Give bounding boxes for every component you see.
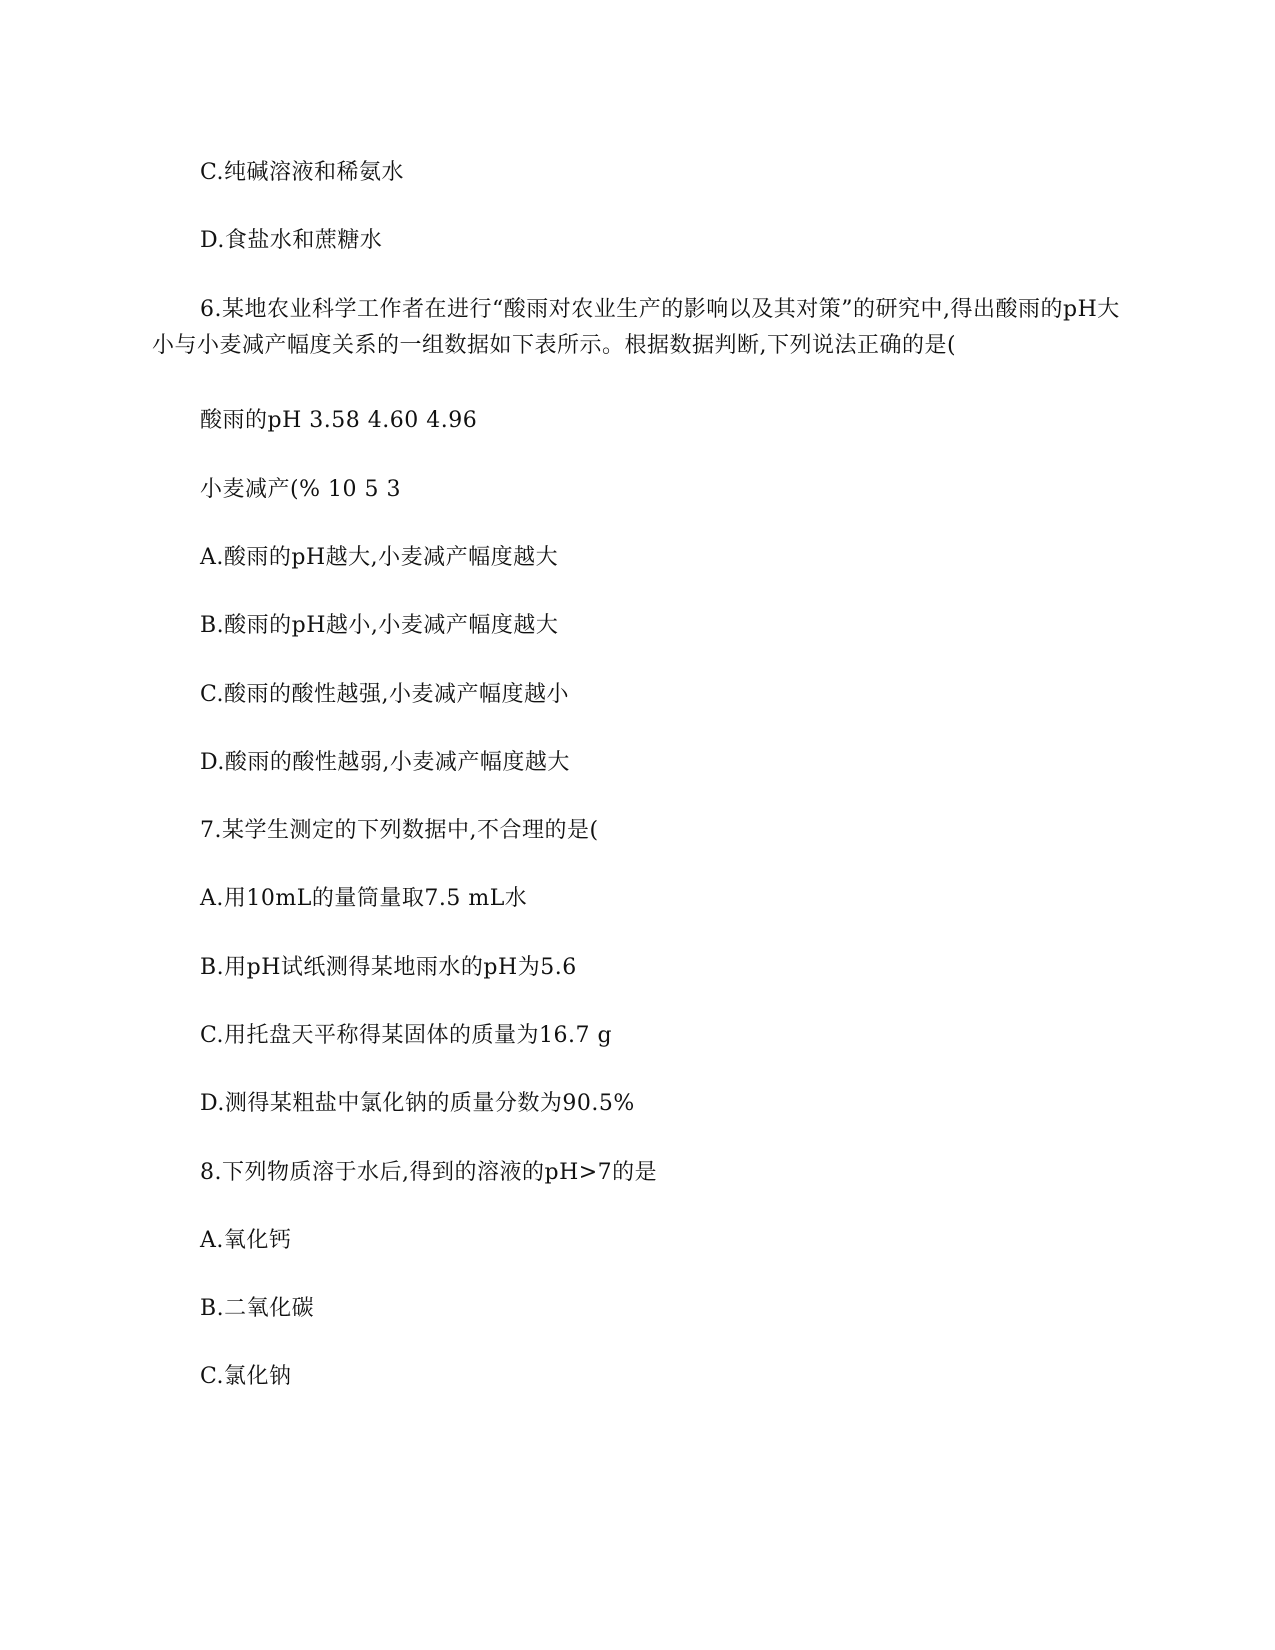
q8-option-a: A.氧化钙 [200,1228,292,1253]
q6-table-yield-row: 小麦减产(% 10 5 3 [200,477,401,502]
q7-option-a: A.用10mL的量筒量取7.5 mL水 [200,886,528,911]
q6-option-d: D.酸雨的酸性越弱,小麦减产幅度越大 [200,750,570,775]
q7-option-c: C.用托盘天平称得某固体的质量为16.7 g [200,1023,613,1048]
q7-stem: 7.某学生测定的下列数据中,不合理的是( [200,818,599,843]
q6-option-c: C.酸雨的酸性越强,小麦减产幅度越小 [200,682,570,707]
q5-option-c: C.纯碱溶液和稀氨水 [200,160,405,185]
q7-option-d: D.测得某粗盐中氯化钠的质量分数为90.5% [200,1091,635,1116]
q8-option-b: B.二氧化碳 [200,1296,315,1321]
q5-option-d: D.食盐水和蔗糖水 [200,228,383,253]
q7-option-b: B.用pH试纸测得某地雨水的pH为5.6 [200,955,577,980]
q6-stem: 6.某地农业科学工作者在进行“酸雨对农业生产的影响以及其对策”的研究中,得出酸雨的pH大小与小麦减产幅度关系的一组数据如下表所示。根据数据判断,下列说法正确的是( [152,297,1120,358]
q6-option-a: A.酸雨的pH越大,小麦减产幅度越大 [200,545,559,570]
q8-stem: 8.下列物质溶于水后,得到的溶液的pH>7的是 [200,1160,658,1185]
q6-table-ph-row: 酸雨的pH 3.58 4.60 4.96 [200,408,478,433]
q6-option-b: B.酸雨的pH越小,小麦减产幅度越大 [200,613,559,638]
q8-option-c: C.氯化钠 [200,1364,292,1389]
